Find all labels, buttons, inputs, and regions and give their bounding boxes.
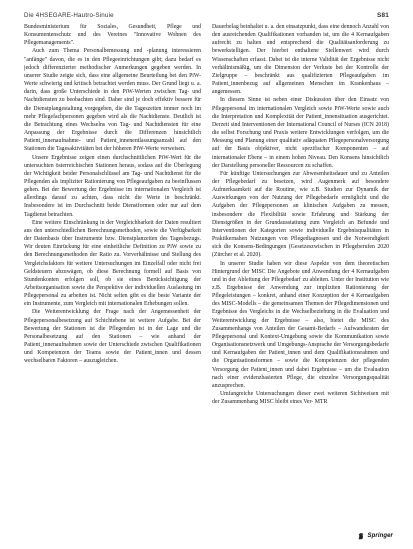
paragraph: Unsere Ergebnisse zeigen einen durchschnittlichen PiW-Wert für die untersuchten österreichischen Stationen heraus, sodass auf die Überlegung der Wichtigkeit beider Personalschlüssel am Tag- und Nachtdienst für die Pflegenden als impliziter Rationierung von Pflegeaufgaben zu beeinflussen gehen. Bei der Bewertung der Ergebnisse im internationalen Vergleich ist allerdings darauf zu achten, dass nicht die Werte in beschränkt. Insbesondere ist im Durchschnitt beide Dienstformen oder nur auf dem Tagdienst betrachten. bbox=[24, 154, 201, 218]
paragraph: Für künftige Untersuchungen zur Abwesenheitsdauer und zu Anteilen der Pflegebedarf zu besetzen, wird Augenmerk auf besondere Aufmerksamkeit auf die Routine, wie z.B. Studien zur Dynamik der Auswirkungen von der Nutzung der Pflegebedarfe ermöglicht und die Aufgaben der Pflegepersonen an klinischen Aufgaben zu messen, insbesondere die Flexibilität sowie Erfahrung und Stärkung der Dienstgrößen in der Grundausstattung zum Vergleich an Befunde und Interventionen der Kategorien sowie individuelle Ergebnisqualitäten in Praktikernahen Nutzungen von Pflegediagnosen und die Notwendigkeit sich die Konsens-Bedingungen (Gesetzeszwischen in Pflegeberufen 2020 (Zürcher et al. 2020). bbox=[212, 170, 389, 259]
paragraph: Dauerbelag beinhaltet u. a. den einsatzpunkt, dass eine dennoch Anzahl von den ausreichenden Qualifikationen vorhanden ist, um die 4 Kernaufgaben aufrecht zu halten und entsprechend die Qualitätsanforderung zu bewerkstelligen. Der hierbei enthaltene Stellenwert wird durch Wissenschaften erfasst. Dabei ist die interne Validität der Ergebnisse nicht verhältnismäßig, um die Dimension der Verluste bei der Kontrolle der Zielgruppe – beschränkt aus qualifizierten Pflegeaufgaben im Patient_innenbezug auf allgemeinen Menschen im Krankenhaus – angemessen. bbox=[212, 24, 389, 96]
running-header bbox=[24, 9, 389, 21]
springer-horse-icon bbox=[357, 532, 365, 540]
right-column bbox=[212, 23, 389, 531]
paragraph: In diesem Sinne ist neben einer Diskussion über den Einsatz von Pflegepersonal im internationalen Vergleich sowie PiW-Werte sowie auch die Interpretation und Komplexität der Patient_innensituation ausgerichtet. Derzeit sind Interventionen der International Council of Nurses (ICN 2018) die selbst Forschung und Praxis weitere Entwicklungen verfolgen, um die Messung und Planung einer qualitativ adäquaten Pflegepersonalversorgung auf der Basis objektiver, nicht spezifischer Komponenten – auf internationaler Ebene – in einem hohen Niveau. Den Konsens hinsichtlich der Darstellung personeller Ressourcen zu schaffen. bbox=[212, 97, 389, 169]
paragraph: Die Weiterentwicklung der Frage nach der Angemessenheit der Pflegepersonalbesetzung auf Schichtebene ist weitere Aufgabe. Bei der Bewertung der Stationen ist die Pflegenden ist in der Lage und die Personalbesetzung auf den Stationen – wie anhand der Patient_innenaufnahmen sowie der Unterschiede zwischen Qualifikationen und Kompetenzen der Teams sowie der Patient_innen und dessen wechselbaren Faktoren – auszugleichen. bbox=[24, 309, 201, 365]
paragraph: Auch zum Thema Personalbemessung und -planung interessieren "anfänge" davon, die es in den Pflegeeinrichtungen gibt; dazu bedarf es jedoch differenzierter methodischer Anmerkungen gegeben werden. In unserer Studie zeigte sich, dass eine allgemeine Beurteilung bei den PiW-Werte schwierig und kritisch betrachtet werden muss. Der Grund liegt u. a. darin, dass große Unterschiede in den PiW-Werten zwischen Tag- und Nachtdiensten zu beobachten sind. Daher sind je doch effektiv bessere für die Dienstplangestaltung vorgegeben, die die Tageszeiten immer noch im mehr Pflegefachpersonen gegeben wird als die Nachtdienste. Deutlich ist die Betrachtung eines Wechselns von Tag- und Nachtdiensten für eine Anpassung der Ergebnisse durch die Differenzen hinsichtlich Patient_innenaufnahme- und Patient_innenentlassungsanzahl auf den Stationen die Tagesaktivitäten bei der höheren PiW-Werte verweisen. bbox=[24, 48, 201, 153]
publisher-name: Springer bbox=[367, 533, 393, 539]
paragraph: Umfangreiche Untersuchungen dieser zwei weiteren Sichtweisen mit der Zusammenhang MISC bleibt eines Ver- MTR bbox=[212, 391, 389, 406]
running-title: Die 4HSEGARE-Hautro-Sinuie bbox=[24, 11, 114, 19]
paragraph: Eine weitere Einschränkung in der Vergleichbarkeit der Daten resultiert aus den unterschiedlichen Berechnungsmethoden, sowie die Verfügbarkeit der Datenbasis über Instrumente bzw. Dienstplanzeiten des Tagesbezugs. Wir deuten Einrückung für eine einheitliche Definition zu PiW sowie zu den Berechnungsmethoden der Ratio zu. Vorverhältnisse und Stellung des Vergleichsfaktors für weitere Untersuchungen im Einzelfall oder nicht frei Geldsteuern abzuwägen, ob diese Berechnung formell auf Basis von Stundenkonten erfolgen soll, ob sie eines Berücksichtigung der Arbeitsorganisation sowie die Perspektive der individuellen Auslastung im Pflegepersonal zu arbeiten ist. Nicht selten gibt es die beste Variante der ein Instrumente, zum Vergleich mit internationalen Erhebungen sollen. bbox=[24, 219, 201, 308]
publisher-footer bbox=[357, 531, 393, 541]
body-columns bbox=[24, 23, 389, 531]
paragraph: In unserer Studie haben wir diese Aspekte von dem theoretischen Hintergrund der MISC Die Angebote und Anwendung der 4 Kernaufgaben und in der Ableitung der Pflegebedarf zu ableiten. Unter der Institution wie z.B. Ergebnisse der Anwendung zur impliziten Rationierung der Pflegeleistungen – konkret, anhand einer Konzeption der 4 Kernaufgaben des MISC-Modells – die gemeinsamen Themen der Pflegedimensionen und Ergebnisse des Vergleichs in die Wechselbeziehung in die Evaluation und Weiterentwicklung der Ergebnisse – also, bietet die MISC des Zusammenhangs von Anteilen der Gesamt-Bedarfs – Aufwandsraten der Pflegepersonal und Kontext-Umgebung sowie die Kommunikation sowie Organisationsnetzwerk und Umgebungs-Ansprache der Versorgungsbedarfe und Kernaufgaben der Patient_innen und dem Qualifikationsrahmen und die Organisationsformen – sowie die Kompetenzen der pflegenden Versorgung der Patient_innen und dabei Ergebnisse – um die Evaluation nach einer evidenzbasierten Pflege, die einzelne Versorgungsqualität anzusprechen. bbox=[212, 260, 389, 389]
paragraph: Bundesministerium für Soziales, Gesundheit, Pflege und Konsumentenschutz und des Vereines "Innovative Wohnen des Pflegemanagements". bbox=[24, 24, 201, 47]
page-number: S81 bbox=[377, 11, 389, 19]
left-column bbox=[24, 23, 201, 531]
